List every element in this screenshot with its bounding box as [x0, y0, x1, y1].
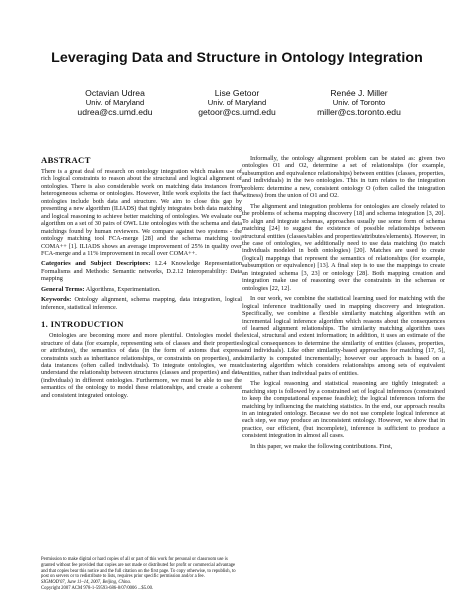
introduction-text: Ontologies are becoming more and more plentiful. Ontologies model the structure of data (for example, representing sets of classes and their properties or attributes), the semantics of data (in the form of axioms that express constraints such as inheritance relationships, or constraints on properties), and data instances (often called individuals). To integrate ontologies, we must understand the relationship between structures (classes and properties) and data (individuals) in different ontologies. Furthermore, we must be able to use the semantics of the ontology to model these relationships, and create a coherent and consistent integrated ontology. [41, 332, 242, 399]
permission-footnote [41, 557, 242, 592]
general-terms-heading: General Terms: [41, 285, 85, 293]
author-email: udrea@cs.umd.edu [77, 107, 153, 118]
paper-title: Leveraging Data and Structure in Ontology Integration [51, 50, 423, 66]
right-column [242, 155, 445, 450]
body-paragraph: Informally, the ontology alignment problem can be stated as: given two ontologies O1 and O2, determine a set of relationships (for example, subsumption and equivalence relationships) between entities (classes, properties, and individuals) in the two ontologies. This in turn relates to the integration problem: determine a new, consistent ontology O (often called the integration witness) from the union of O1 and O2. [242, 155, 445, 200]
keywords-text: Ontology alignment, schema mapping, data integration, logical inference, statistical inference. [41, 296, 243, 311]
general-terms-paragraph [41, 286, 242, 293]
body-paragraph: The alignment and integration problems for ontologies are closely related to the problems of schema mapping discovery [18] and schema integration [3, 20]. To align and integrate schemas, approaches usually use some form of schema matching [24] to suggest the existence of possible relationships between structural entities (classes/tables and properties/attributes/elements). However, in the case of ontologies, we additionally need to use data matching (to match individuals modeled in both ontologies) [20]. Matches are used to create (logical) mappings that represent the semantics of relationships (for example, subsumption or equivalence) [13]. A final step is to use the mappings to create an integrated schema [3, 23] or ontology [28]. Both mapping creation and integration make use of reasoning over the constraints in the schemas or ontologies [22, 12]. [242, 202, 445, 292]
categories-heading: Categories and Subject Descriptors: [41, 260, 151, 268]
permission-text: Permission to make digital or hard copies of all or part of this work for personal or classroom use is granted without fee provided that copies are not made or distributed for profit or commercial advantage and that copies bear this notice and the full citation on the first page. To copy otherwise, to republish, to post on servers or to redistribute to lists, requires prior specific permission and/or a fee. [41, 557, 236, 580]
categories-paragraph [41, 260, 242, 282]
body-paragraph: In this paper, we make the following contributions. First, [250, 442, 393, 450]
author-name: Renée J. Miller [330, 88, 388, 98]
keywords-paragraph [41, 296, 242, 311]
abstract-text: There is a great deal of research on ontology integration which makes use of rich logical constraints to reason about the structural and logical alignment of ontologies. There is also considerable work on matching data instances from heterogeneous schema or ontologies. However, little work exploits the fact that ontologies include both data and structure. We aim to close this gap by presenting a new algorithm (ILIADS) that tightly integrates both data matching and logical reasoning to achieve better matching of ontologies. We evaluate our algorithm on a set of 30 pairs of OWL Lite ontologies with the schema and data matchings found by human reviewers. We compare against two systems - the ontology matching tool FCA-merge [28] and the schema matching tool COMA++ [1]. ILIADS shows an average improvement of 25% in quality over FCA-merge and a 11% improvement in recall over COMA++. [41, 168, 242, 257]
author-email: miller@cs.toronto.edu [317, 107, 401, 118]
author-block [284, 88, 434, 117]
author-email: getoor@cs.umd.edu [198, 107, 276, 118]
author-name: Octavian Udrea [85, 88, 145, 98]
keywords-heading: Keywords: [41, 296, 72, 304]
author-affiliation: Univ. of Maryland [85, 98, 145, 107]
author-affiliation: Univ. of Toronto [332, 98, 386, 107]
body-paragraph: In our work, we combine the statistical learning used for matching with the logical inference traditionally used in mapping discovery and integration. Specifically, we combine a flexible similarity matching algorithm with an incremental logical inference algorithm which reasons about the consequences of learned alignment relationships. The similarity matching algorithm uses lexical, structural and extent information; in addition, it uses an estimate of the logical consequences to determine the similarity of entities (classes, properties, and individuals). Like other similarity-based approaches for matching [17, 5], similarity is computed incrementally; however our approach is based on a clustering algorithm which considers relationships among sets of equivalent entities, rather than individual pairs of entities. [242, 295, 445, 377]
author-name: Lise Getoor [214, 88, 260, 98]
author-affiliation: Univ. of Maryland [207, 98, 267, 107]
categories-text: I.2.4 Knowledge Representation Formalisms and Methods: Semantic networks, D.2.12 Interoperability: Data mapping [41, 260, 242, 283]
abstract-heading: ABSTRACT [41, 155, 91, 165]
body-paragraph: The logical reasoning and statistical reasoning are tightly integrated: a matching step is followed by a constrained set of logical inferences (constrained to keep the computational expense feasible); the logical inferences inform the matching by influencing the matching statistics. In the end, our approach results in an integrated ontology. Because we do not use complete logical inference at each step, we may produce an inconsistent ontology. However, we show that in practice, our efficient, (but incomplete), inference is sufficient to produce a consistent integration in almost all cases. [242, 380, 445, 440]
introduction-heading: 1. INTRODUCTION [41, 319, 124, 330]
venue-line: SIGMOD'07, June 11–14, 2007, Beijing, China. [41, 580, 131, 586]
copyright-line: Copyright 2007 ACM 978-1-59593-686-8/07/0006 ...$5.00. [41, 585, 154, 591]
left-column [41, 155, 242, 399]
general-terms-text: Algorithms, Experimentation. [85, 285, 161, 293]
